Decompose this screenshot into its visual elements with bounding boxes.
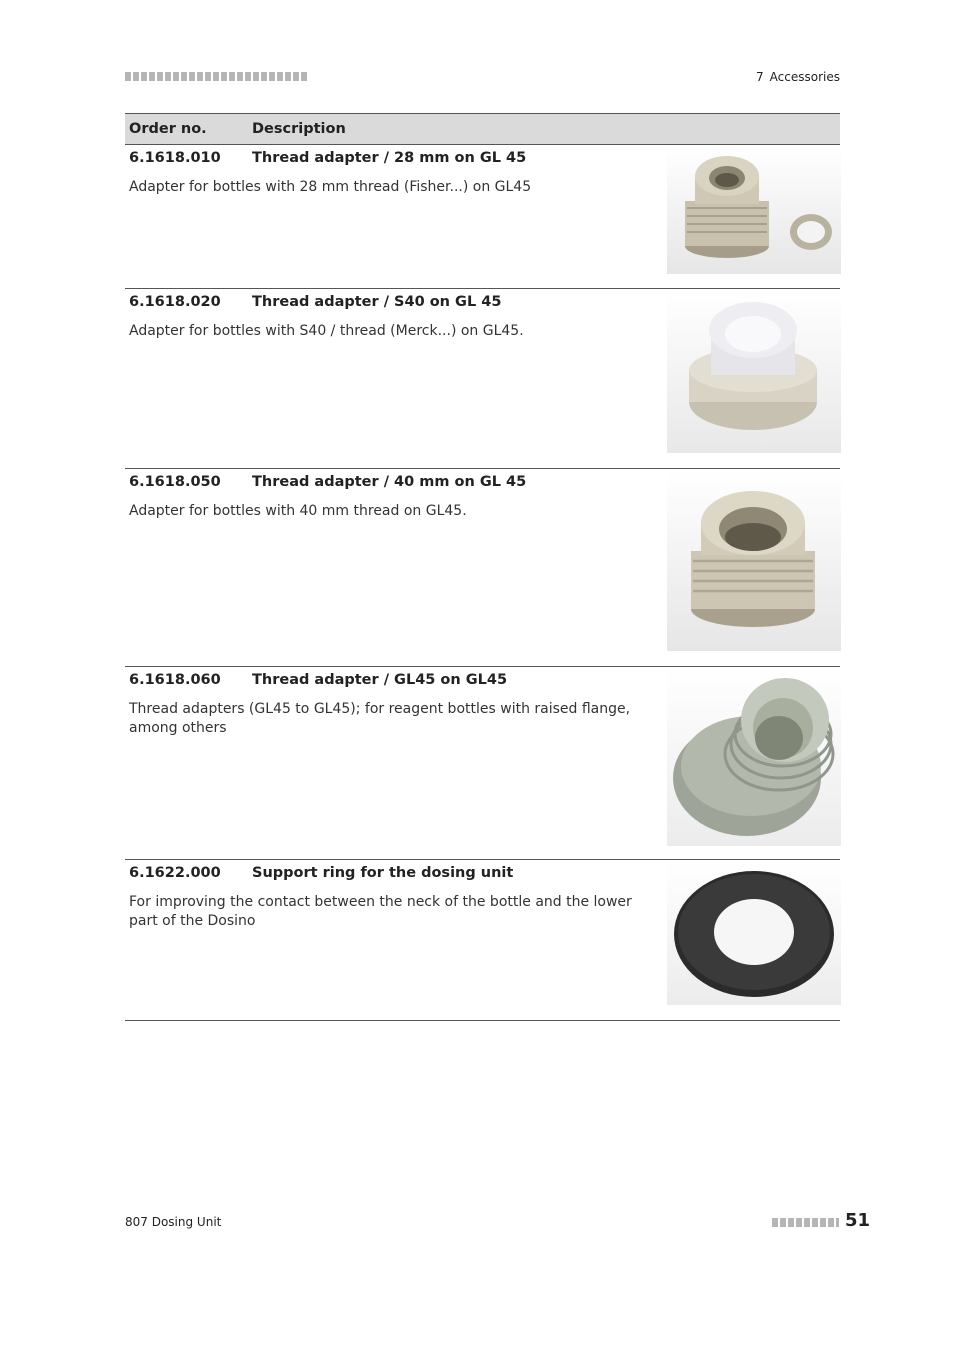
product-photo-thread-adapter-s40 bbox=[667, 290, 841, 453]
item-description: Adapter for bottles with 28 mm thread (Fisher...) on GL45 bbox=[129, 179, 532, 195]
item-title: Support ring for the dosing unit bbox=[252, 865, 514, 881]
chapter-title: Accessories bbox=[769, 70, 840, 84]
table-row bbox=[125, 860, 840, 1021]
table-row bbox=[125, 289, 840, 469]
column-description: Description bbox=[252, 121, 346, 137]
product-photo-support-ring bbox=[667, 862, 841, 1005]
column-order-no: Order no. bbox=[129, 121, 207, 137]
item-title: Thread adapter / GL45 on GL45 bbox=[252, 672, 508, 688]
footer-decoration bbox=[772, 1218, 839, 1227]
table-row bbox=[125, 145, 840, 289]
order-number: 6.1618.060 bbox=[129, 672, 221, 688]
order-number: 6.1622.000 bbox=[129, 865, 221, 881]
accessories-table bbox=[125, 113, 840, 1021]
product-photo-thread-adapter-40mm bbox=[667, 471, 841, 651]
chapter-number: 7 bbox=[756, 70, 764, 84]
footer-document-title: 807 Dosing Unit bbox=[125, 1215, 222, 1229]
item-description: Adapter for bottles with S40 / thread (Merck...) on GL45. bbox=[129, 323, 524, 339]
order-number: 6.1618.050 bbox=[129, 474, 221, 490]
table-row bbox=[125, 469, 840, 667]
product-photo-thread-adapter-gl45 bbox=[667, 668, 841, 846]
product-photo-thread-adapter-28mm bbox=[667, 146, 841, 274]
table-row bbox=[125, 667, 840, 860]
item-description: Adapter for bottles with 40 mm thread on GL45. bbox=[129, 503, 467, 519]
item-description: Thread adapters (GL45 to GL45); for reagent bottles with raised flange, among others bbox=[129, 701, 631, 736]
running-header bbox=[756, 70, 840, 84]
order-number: 6.1618.020 bbox=[129, 294, 221, 310]
item-title: Thread adapter / 28 mm on GL 45 bbox=[252, 150, 527, 166]
header-decoration bbox=[125, 72, 307, 81]
page-number: 51 bbox=[845, 1210, 871, 1231]
order-number: 6.1618.010 bbox=[129, 150, 221, 166]
table-header bbox=[125, 113, 840, 145]
item-title: Thread adapter / 40 mm on GL 45 bbox=[252, 474, 527, 490]
item-description: For improving the contact between the neck of the bottle and the lower part of the Dosino bbox=[129, 894, 632, 929]
item-title: Thread adapter / S40 on GL 45 bbox=[252, 294, 502, 310]
